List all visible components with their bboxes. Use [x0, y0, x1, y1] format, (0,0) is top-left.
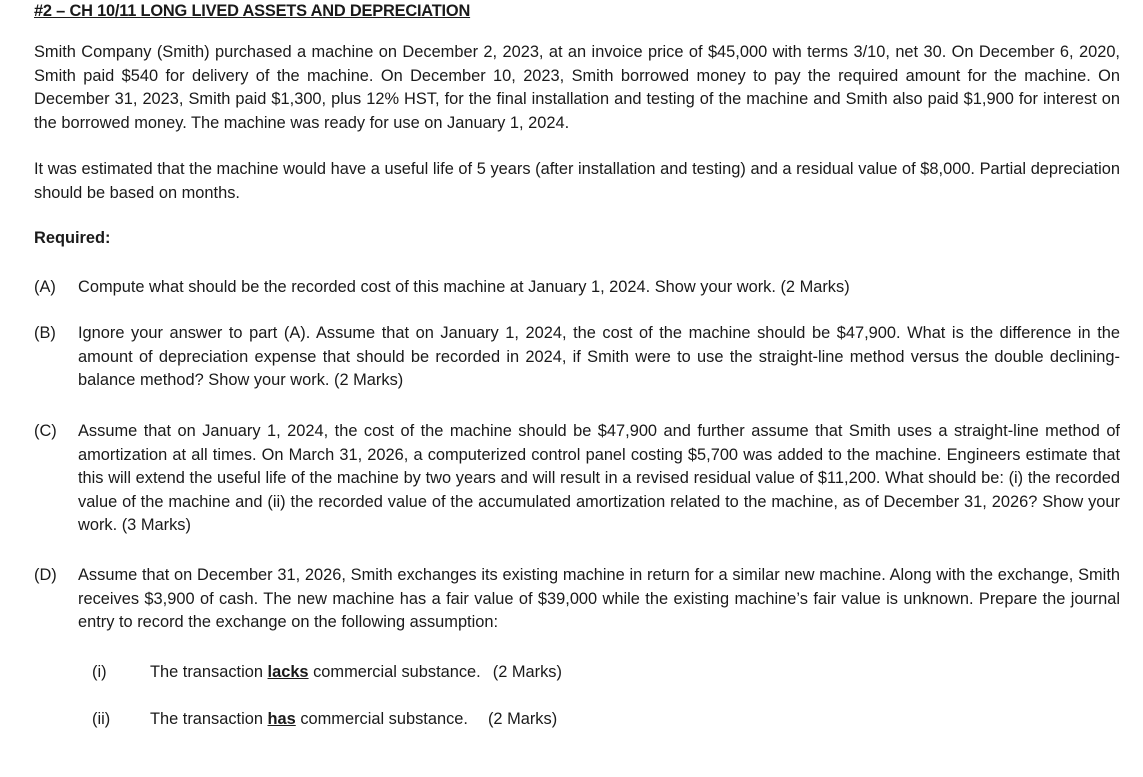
question-c	[34, 420, 1120, 538]
subquestion-text-post: commercial substance.	[308, 663, 481, 681]
question-text: Ignore your answer to part (A). Assume that on January 1, 2024, the cost of the machine should be $47,900. What is the difference in the amount of depreciation expense that should be recorded in 2024, if Smith were to use the straight-line method versus the double declining-balance method? Show your work. (2 Marks)	[78, 324, 1120, 389]
subquestion-text-post: commercial substance.	[295, 710, 468, 728]
question-label: (A)	[34, 278, 56, 296]
question-label: (D)	[34, 566, 57, 584]
question-label: (C)	[34, 422, 57, 440]
question-d	[34, 564, 1120, 635]
question-text: Assume that on January 1, 2024, the cost of the machine should be $47,900 and further assume that Smith uses a straight-line method of amortization at all times. On March 31, 2026, a computerized control panel costing $5,700 was added to the machine. Engineers estimate that this will extend the useful life of the machine by two years and will result in a revised residual value of $11,200. What should be: (i) the recorded value of the machine and (ii) the recorded value of the accumulated amortization related to the machine, as of December 31, 2026? Show your work. (3 Marks)	[78, 422, 1120, 534]
question-label: (B)	[34, 324, 56, 342]
subquestion-i	[92, 661, 562, 685]
question-a	[34, 276, 1120, 300]
required-label: Required:	[34, 229, 111, 247]
question-b	[34, 322, 1120, 393]
marks-label: (2 Marks)	[492, 663, 562, 681]
subquestion-label: (i)	[92, 663, 107, 681]
subquestion-text-pre: The transaction	[150, 663, 268, 681]
marks-label: (2 Marks)	[487, 710, 558, 728]
subquestion-text	[150, 710, 557, 728]
estimate-paragraph: It was estimated that the machine would have a useful life of 5 years (after installation and testing) and a residual value of $8,000. Partial depreciation should be based on months.	[34, 160, 1120, 202]
emphasis-lacks: lacks	[267, 663, 309, 681]
page-heading: #2 – CH 10/11 LONG LIVED ASSETS AND DEPRECIATION	[34, 2, 471, 20]
subquestion-label: (ii)	[92, 710, 111, 728]
emphasis-has: has	[267, 710, 296, 728]
intro-paragraph: Smith Company (Smith) purchased a machine on December 2, 2023, at an invoice price of $45,000 with terms 3/10, net 30. On December 6, 2020, Smith paid $540 for delivery of the machine. On December 10, 2023, Smith borrowed money to pay the required amount for the machine. On December 31, 2023, Smith paid $1,300, plus 12% HST, for the final installation and testing of the machine and Smith also paid $1,900 for interest on the borrowed money. The machine was ready for use on January 1, 2024.	[34, 43, 1120, 132]
question-text: Compute what should be the recorded cost of this machine at January 1, 2024. Show your work. (2 Marks)	[78, 278, 850, 296]
subquestion-text-pre: The transaction	[150, 710, 268, 728]
subquestion-text	[150, 663, 562, 681]
question-text: Assume that on December 31, 2026, Smith exchanges its existing machine in return for a similar new machine. Along with the exchange, Smith receives $3,900 of cash. The new machine has a fair value of $39,000 while the existing machine’s fair value is unknown. Prepare the journal entry to record the exchange on the following assumption:	[78, 566, 1120, 631]
subquestion-ii	[92, 708, 557, 732]
